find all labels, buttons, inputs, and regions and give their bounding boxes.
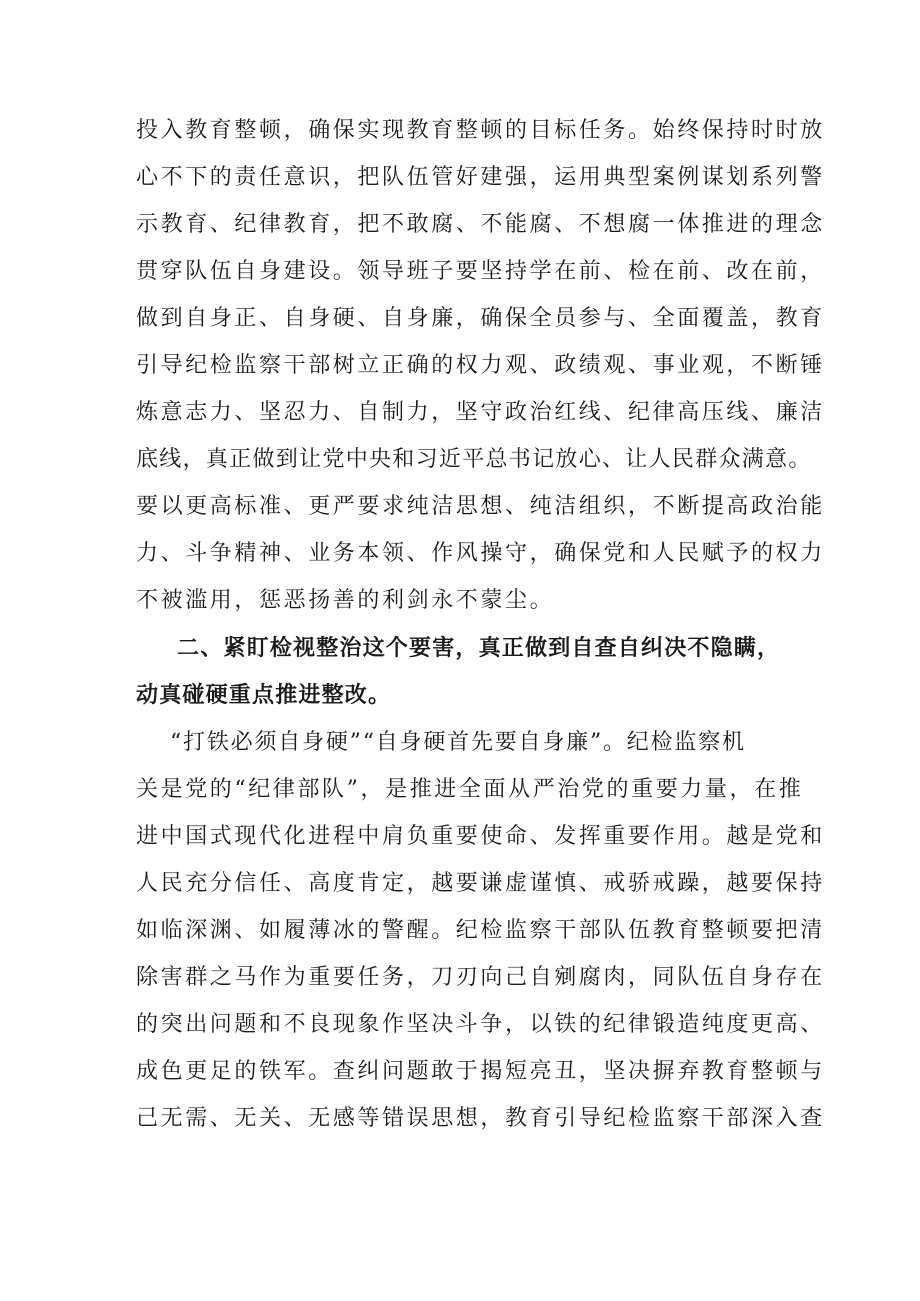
text-line: 要以更高标准、更严要求纯洁思想、纯洁组织，不断提高政治能 xyxy=(136,494,825,519)
text-line: 进中国式现代化进程中肩负重要使命、发挥重要作用。越是党和 xyxy=(136,824,825,849)
text-line: 己无需、无关、无感等错误思想，教育引导纪检监察干部深入查 xyxy=(136,1106,825,1131)
text-line: 力、斗争精神、业务本领、作风操守，确保党和人民赋予的权力 xyxy=(136,541,825,566)
text-line: 底线，真正做到让党中央和习近平总书记放心、让人民群众满意。 xyxy=(136,447,812,472)
text-line: 成色更足的铁军。查纠问题敢于揭短亮丑，坚决摒弃教育整顿与 xyxy=(136,1059,825,1084)
text-line: 的突出问题和不良现象作坚决斗争，以铁的纪律锻造纯度更高、 xyxy=(136,1012,825,1037)
text-line: 人民充分信任、高度肯定，越要谦虚谨慎、戒骄戒躁，越要保持 xyxy=(136,871,825,896)
text-line: 除害群之马作为重要任务，刀刃向己自剜腐肉，同队伍自身存在 xyxy=(136,965,825,990)
text-line: 引导纪检监察干部树立正确的权力观、政绩观、事业观，不断锤 xyxy=(136,353,825,378)
text-line: “打铁必须自身硬”“自身硬首先要自身廉”。纪检监察机 xyxy=(170,730,746,755)
text-line: 示教育、纪律教育，把不敢腐、不能腐、不想腐一体推进的理念 xyxy=(136,212,825,237)
text-line: 关是党的“纪律部队”，是推进全面从严治党的重要力量，在推 xyxy=(136,777,804,802)
text-line: 炼意志力、坚忍力、自制力，坚守政治红线、纪律高压线、廉洁 xyxy=(136,400,825,425)
text-line: 做到自身正、自身硬、自身廉，确保全员参与、全面覆盖，教育 xyxy=(136,306,825,331)
text-line: 如临深渊、如履薄冰的警醒。纪检监察干部队伍教育整顿要把清 xyxy=(136,918,825,943)
text-line: 投入教育整顿，确保实现教育整顿的目标任务。始终保持时时放 xyxy=(136,118,825,143)
text-line: 心不下的责任意识，把队伍管好建强，运用典型案例谋划系列警 xyxy=(136,165,825,190)
text-line: 贯穿队伍自身建设。领导班子要坚持学在前、检在前、改在前， xyxy=(136,259,825,284)
text-line: 不被滥用，惩恶扬善的利剑永不蒙尘。 xyxy=(136,588,555,613)
section-heading: 二、紧盯检视整治这个要害，真正做到自查自纠决不隐瞒， xyxy=(177,636,781,661)
section-heading: 动真碰硬重点推进整改。 xyxy=(136,683,392,708)
